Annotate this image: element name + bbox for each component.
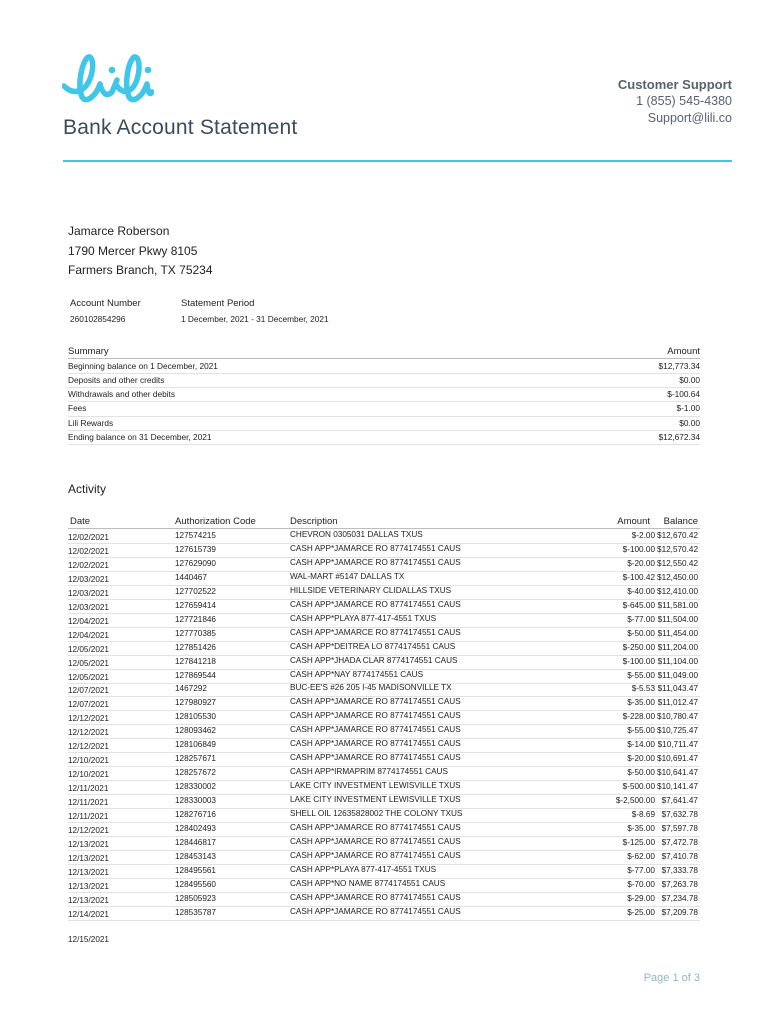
summary-row-amount: $12,672.34 — [658, 431, 700, 442]
row-description: CASH APP*JAMARCE RO 8774174551 CAUS — [290, 599, 461, 609]
row-auth-code: 128535787 — [175, 907, 216, 917]
row-auth-code: 128505923 — [175, 893, 216, 903]
row-amount: $-228.00 — [622, 712, 655, 722]
customer-address — [68, 222, 213, 281]
row-description: CASH APP*NAY 8774174551 CAUS — [290, 669, 424, 679]
row-amount: $-77.00 — [627, 865, 655, 875]
customer-city: Farmers Branch, TX 75234 — [68, 263, 213, 277]
row-balance: $10,691.47 — [657, 754, 698, 764]
lili-logo — [62, 52, 154, 111]
row-date: 12/10/2021 — [68, 756, 109, 766]
row-balance: $7,597.78 — [661, 823, 698, 833]
trailing-date: 12/15/2021 — [68, 935, 109, 944]
row-date: 12/02/2021 — [68, 546, 109, 556]
row-balance: $11,204.00 — [657, 642, 698, 652]
row-date: 12/12/2021 — [68, 714, 109, 724]
row-date: 12/13/2021 — [68, 839, 109, 849]
row-auth-code: 128495560 — [175, 879, 216, 889]
row-amount: $-2,500.00 — [615, 796, 655, 806]
customer-name: Jamarce Roberson — [68, 224, 170, 238]
summary-row-label: Beginning balance on 1 December, 2021 — [68, 361, 218, 371]
activity-row — [68, 865, 700, 879]
summary-row — [68, 402, 700, 416]
account-number-label: Account Number — [70, 298, 141, 309]
summary-header — [68, 346, 700, 357]
row-auth-code: 127574215 — [175, 531, 216, 540]
row-description: SHELL OIL 12635828002 THE COLONY TXUS — [290, 809, 463, 818]
row-auth-code: 128330003 — [175, 796, 216, 806]
activity-row — [68, 558, 700, 572]
row-amount: $-5.53 — [631, 684, 655, 694]
row-date: 12/05/2021 — [68, 658, 109, 668]
row-amount: $-125.00 — [622, 837, 655, 847]
col-header-balance: Balance — [663, 516, 698, 527]
support-title: Customer Support — [617, 77, 732, 92]
col-header-date: Date — [70, 516, 91, 527]
row-description: CASH APP*JAMARCE RO 8774174551 CAUS — [290, 739, 461, 749]
row-amount: $-35.00 — [627, 698, 655, 708]
row-auth-code: 128257671 — [175, 754, 216, 764]
summary-amount-label: Amount — [667, 346, 700, 357]
row-description: CASH APP*JAMARCE RO 8774174551 CAUS — [290, 836, 461, 846]
row-description: CASH APP*JAMARCE RO 8774174551 CAUS — [290, 725, 461, 735]
row-description: CASH APP*JAMARCE RO 8774174551 CAUS — [290, 850, 461, 860]
row-date: 12/11/2021 — [68, 812, 109, 821]
row-description: LAKE CITY INVESTMENT LEWISVILLE TXUS — [290, 795, 461, 805]
row-balance: $10,711.47 — [657, 740, 698, 750]
row-description: CASH APP*JAMARCE RO 8774174551 CAUS — [290, 906, 461, 916]
activity-row — [68, 544, 700, 558]
row-balance: $11,104.00 — [657, 656, 698, 666]
row-description: CASH APP*JAMARCE RO 8774174551 CAUS — [290, 753, 461, 763]
row-auth-code: 127851426 — [175, 642, 216, 652]
row-balance: $12,570.42 — [657, 544, 698, 554]
row-date: 12/07/2021 — [68, 700, 109, 710]
activity-row — [68, 823, 700, 837]
header-divider — [63, 160, 732, 162]
row-amount: $-100.42 — [622, 572, 655, 582]
summary-row-amount: $12,773.34 — [658, 361, 700, 371]
row-amount: $-62.00 — [627, 851, 655, 861]
summary-row-label: Lili Rewards — [68, 417, 114, 428]
row-amount: $-40.00 — [627, 586, 655, 596]
activity-row — [68, 572, 700, 586]
row-date: 12/05/2021 — [68, 672, 109, 682]
row-amount: $-50.00 — [627, 628, 655, 638]
activity-row — [68, 656, 700, 670]
row-date: 12/14/2021 — [68, 909, 109, 919]
row-balance: $11,043.47 — [657, 684, 698, 694]
row-date: 12/13/2021 — [68, 853, 109, 863]
row-auth-code: 128276716 — [175, 810, 216, 819]
row-auth-code: 127841218 — [175, 656, 216, 666]
activity-row — [68, 893, 700, 907]
row-amount: $-8.69 — [631, 810, 655, 819]
row-auth-code: 128446817 — [175, 837, 216, 847]
row-date: 12/03/2021 — [68, 574, 109, 584]
row-amount: $-50.00 — [627, 768, 655, 778]
support-email[interactable]: Support@lili.co — [647, 111, 732, 125]
summary-row-label: Withdrawals and other debits — [68, 389, 175, 400]
row-date: 12/07/2021 — [68, 686, 109, 696]
activity-row — [68, 614, 700, 628]
activity-row — [68, 739, 700, 753]
row-description: WAL-MART #5147 DALLAS TX — [290, 571, 405, 581]
row-balance: $11,049.00 — [657, 670, 698, 680]
row-date: 12/04/2021 — [68, 630, 109, 640]
summary-row-label: Fees — [68, 403, 87, 414]
row-description: CASH APP*DEITREA LO 8774174551 CAUS — [290, 641, 456, 651]
row-amount: $-14.00 — [627, 740, 655, 750]
row-date: 12/12/2021 — [68, 742, 109, 752]
summary-row-amount: $-1.00 — [676, 403, 700, 414]
activity-row — [68, 837, 700, 851]
row-amount: $-2.00 — [631, 531, 655, 540]
statement-period: 1 December, 2021 - 31 December, 2021 — [181, 314, 329, 324]
row-balance: $12,450.00 — [657, 572, 698, 582]
account-number: 260102854296 — [70, 314, 126, 324]
row-balance: $7,333.78 — [661, 865, 698, 875]
row-balance: $10,641.47 — [657, 768, 698, 778]
row-balance: $12,410.00 — [657, 586, 698, 596]
row-date: 12/02/2021 — [68, 560, 109, 570]
row-description: CASH APP*JAMARCE RO 8774174551 CAUS — [290, 711, 461, 721]
row-date: 12/03/2021 — [68, 602, 109, 612]
row-amount: $-645.00 — [622, 600, 655, 610]
summary-row-label: Ending balance on 31 December, 2021 — [68, 431, 212, 442]
row-auth-code: 128495561 — [175, 865, 216, 875]
row-date: 12/11/2021 — [68, 784, 109, 794]
row-amount: $-29.00 — [627, 893, 655, 903]
row-auth-code: 127702522 — [175, 586, 216, 596]
row-amount: $-20.00 — [627, 754, 655, 764]
row-date: 12/12/2021 — [68, 825, 109, 835]
row-description: CASH APP*NO NAME 8774174551 CAUS — [290, 878, 446, 888]
row-auth-code: 127980927 — [175, 698, 216, 708]
row-amount: $-100.00 — [622, 544, 655, 554]
activity-row — [68, 697, 700, 711]
row-description: CASH APP*IRMAPRIM 8774174551 CAUS — [290, 767, 448, 777]
row-auth-code: 128330002 — [175, 782, 216, 792]
row-date: 12/13/2021 — [68, 881, 109, 891]
row-date: 12/05/2021 — [68, 644, 109, 654]
row-balance: $12,670.42 — [657, 531, 698, 540]
summary-header-divider — [68, 358, 700, 359]
statement-period-label: Statement Period — [181, 298, 255, 309]
activity-row — [68, 642, 700, 656]
row-balance: $11,012.47 — [657, 698, 698, 708]
row-auth-code: 128105530 — [175, 712, 216, 722]
row-description: CASH APP*JAMARCE RO 8774174551 CAUS — [290, 543, 461, 553]
row-date: 12/03/2021 — [68, 588, 109, 598]
activity-row — [68, 851, 700, 865]
row-auth-code: 128453143 — [175, 851, 216, 861]
summary-label: Summary — [68, 346, 109, 357]
row-amount: $-20.00 — [627, 558, 655, 568]
row-balance: $7,263.78 — [661, 879, 698, 889]
activity-row — [68, 586, 700, 600]
row-amount: $-35.00 — [627, 823, 655, 833]
activity-row — [68, 711, 700, 725]
row-amount: $-250.00 — [622, 642, 655, 652]
customer-street: 1790 Mercer Pkwy 8105 — [68, 243, 198, 258]
row-balance: $7,410.78 — [661, 851, 698, 861]
row-auth-code: 127615739 — [175, 544, 216, 554]
row-date: 12/04/2021 — [68, 616, 109, 626]
row-balance: $12,550.42 — [657, 558, 698, 568]
row-description: CASH APP*PLAYA 877-417-4551 TXUS — [290, 613, 437, 623]
row-balance: $10,780.47 — [657, 712, 698, 722]
summary-row — [68, 360, 700, 374]
activity-row — [68, 781, 700, 795]
col-header-auth: Authorization Code — [175, 516, 256, 527]
row-auth-code: 1440467 — [175, 572, 207, 582]
row-amount: $-100.00 — [622, 656, 655, 666]
row-date: 12/12/2021 — [68, 728, 109, 738]
row-auth-code: 128257672 — [175, 768, 216, 778]
row-amount: $-55.00 — [627, 670, 655, 680]
summary-row-amount: $-100.64 — [667, 389, 700, 400]
row-auth-code: 127629090 — [175, 558, 216, 568]
col-header-description: Description — [290, 516, 338, 527]
row-balance: $10,725.47 — [657, 726, 698, 736]
row-description: CASH APP*JAMARCE RO 8774174551 CAUS — [290, 697, 461, 707]
row-balance: $7,234.78 — [661, 893, 698, 903]
row-description: LAKE CITY INVESTMENT LEWISVILLE TXUS — [290, 781, 461, 791]
activity-row — [68, 530, 700, 544]
row-balance: $7,472.78 — [661, 837, 698, 847]
row-balance: $7,632.78 — [661, 810, 698, 819]
row-amount: $-25.00 — [627, 907, 655, 917]
row-description: BUC-EE'S #26 205 I-45 MADISONVILLE TX — [290, 683, 452, 693]
summary-row — [68, 388, 700, 402]
activity-row — [68, 767, 700, 781]
row-description: CASH APP*JAMARCE RO 8774174551 CAUS — [290, 557, 461, 567]
row-description: CHEVRON 0305031 DALLAS TXUS — [290, 530, 423, 539]
row-balance: $7,209.78 — [661, 907, 698, 917]
row-auth-code: 128093462 — [175, 726, 216, 736]
support-phone[interactable]: 1 (855) 545-4380 — [636, 94, 732, 108]
activity-row — [68, 670, 700, 684]
row-date: 12/10/2021 — [68, 770, 109, 780]
activity-row — [68, 809, 700, 823]
row-amount: $-70.00 — [627, 879, 655, 889]
row-date: 12/13/2021 — [68, 867, 109, 877]
document-title: Bank Account Statement — [63, 116, 298, 139]
activity-title: Activity — [68, 482, 107, 496]
row-amount: $-55.00 — [627, 726, 655, 736]
row-auth-code: 128106849 — [175, 740, 216, 750]
activity-row — [68, 600, 700, 614]
row-amount: $-500.00 — [622, 782, 655, 792]
row-description: CASH APP*PLAYA 877-417-4551 TXUS — [290, 864, 437, 874]
row-description: CASH APP*JAMARCE RO 8774174551 CAUS — [290, 892, 461, 902]
summary-row — [68, 417, 700, 431]
row-balance: $10,141.47 — [657, 782, 698, 792]
activity-row — [68, 725, 700, 739]
row-auth-code: 127659414 — [175, 600, 216, 610]
row-auth-code: 128402493 — [175, 823, 216, 833]
activity-row — [68, 628, 700, 642]
customer-support-block — [618, 76, 732, 127]
activity-row — [68, 795, 700, 809]
row-date: 12/11/2021 — [68, 798, 109, 808]
col-header-amount: Amount — [617, 516, 650, 527]
row-auth-code: 1467292 — [175, 684, 207, 694]
row-auth-code: 127869544 — [175, 670, 216, 680]
summary-row — [68, 374, 700, 388]
activity-row — [68, 753, 700, 767]
row-balance: $11,581.00 — [657, 600, 698, 610]
row-balance: $11,504.00 — [657, 614, 698, 624]
activity-row — [68, 907, 700, 921]
summary-row-label: Deposits and other credits — [68, 375, 165, 386]
summary-row-amount: $0.00 — [679, 417, 700, 428]
summary-row-amount: $0.00 — [679, 375, 700, 386]
row-auth-code: 127721846 — [175, 614, 216, 624]
row-auth-code: 127770385 — [175, 628, 216, 638]
row-description: CASH APP*JHADA CLAR 8774174551 CAUS — [290, 655, 458, 665]
row-amount: $-77.00 — [627, 614, 655, 624]
summary-row — [68, 431, 700, 445]
activity-row — [68, 879, 700, 893]
row-date: 12/13/2021 — [68, 895, 109, 905]
row-balance: $7,641.47 — [661, 796, 698, 806]
row-description: CASH APP*JAMARCE RO 8774174551 CAUS — [290, 822, 461, 832]
row-description: CASH APP*JAMARCE RO 8774174551 CAUS — [290, 627, 461, 637]
page-number: Page 1 of 3 — [643, 972, 700, 984]
row-date: 12/02/2021 — [68, 533, 109, 542]
row-description: HILLSIDE VETERINARY CLIDALLAS TXUS — [290, 585, 452, 595]
activity-row — [68, 683, 700, 697]
row-balance: $11,454.00 — [657, 628, 698, 638]
